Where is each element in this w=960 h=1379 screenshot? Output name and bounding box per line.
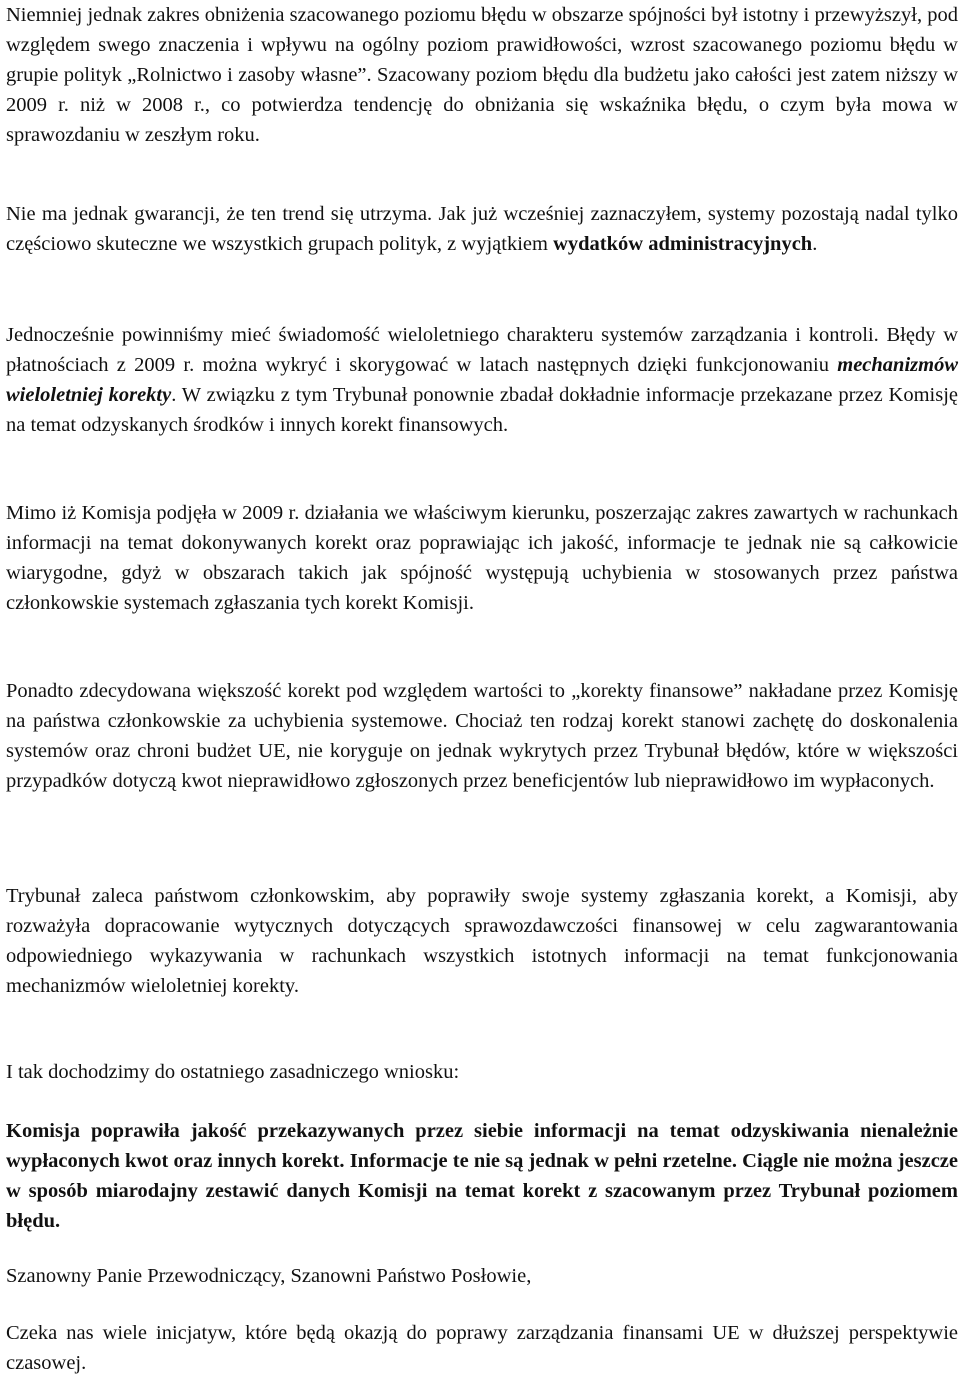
paragraph-court-recommendation: Trybunał zaleca państwom członkowskim, aby poprawiły swoje systemy zgłaszania korekt, a Komisji, aby rozważyła dopracowanie wytycznych dotyczących sprawozdawczości finansowej w celu zagwarantowania odpowiedniego wykazywania w rachunkach wszystkich istotnych informacji na temat funkcjonowania mechanizmów wieloletniej korekty. [6, 885, 958, 997]
paragraph-commission-actions: Mimo iż Komisja podjęła w 2009 r. działania we właściwym kierunku, poszerzając zakres zawartych w rachunkach informacji na temat dokonywanych korekt oraz poprawiając ich jakość, informacje te jednak nie są całkowicie wiarygodne, gdyż w obszarach takich jak spójność występują uchybienia w stosowanych przez państwa członkowskie systemach zgłaszania tych korekt Komisji. [6, 502, 958, 614]
paragraph-final-conclusion: Komisja poprawiła jakość przekazywanych przez siebie informacji na temat odzyskiwania nienależnie wypłaconych kwot oraz innych korekt. Informacje te nie są jednak w pełni rzetelne. Ciągle nie można jeszcze w sposób miarodajny zestawić danych Komisji na temat korekt z szacowanym przez Trybunał poziomem błędu. [6, 1120, 958, 1232]
paragraph-error-rate-reduction: Niemniej jednak zakres obniżenia szacowanego poziomu błędu w obszarze spójności był istotny i przewyższył, pod względem swego znaczenia i wpływu na ogólny poziom prawidłowości, wzrost szacowanego poziomu błędu w grupie polityk „Rolnictwo i zasoby własne”. Szacowany poziom błędu dla budżetu jako całości jest zatem niższy w 2009 r. niż w 2008 r., co potwierdza tendencję do obniżania się wskaźnika błędu, o czym była mowa w sprawozdaniu w zeszłym roku. [6, 4, 958, 146]
paragraph-text: Nie ma jednak gwarancji, że ten trend się utrzyma. Jak już wcześniej zaznaczyłem, systemy pozostają nadal tylko częściowo skuteczne we wszystkich grupach polityk, z wyjątkiem [6, 203, 958, 255]
paragraph-final-conclusion-intro: I tak dochodzimy do ostatniego zasadniczego wniosku: [6, 1061, 460, 1083]
paragraph-salutation: Szanowny Panie Przewodniczący, Szanowni Państwo Posłowie, [6, 1265, 532, 1287]
paragraph-text-end: . W związku z tym Trybunał ponownie zbadał dokładnie informacje przekazane przez Komisję na temat odzyskanych środków i innych korekt finansowych. [6, 384, 958, 436]
paragraph-multiannual-systems [6, 320, 958, 440]
paragraph-closing-initiatives: Czeka nas wiele inicjatyw, które będą okazją do poprawy zarządzania finansami UE w dłuższej perspektywie czasowej. [6, 1322, 958, 1374]
paragraph-financial-corrections: Ponadto zdecydowana większość korekt pod względem wartości to „korekty finansowe” nakładane przez Komisję na państwa członkowskie za uchybienia systemowe. Chociaż ten rodzaj korekt stanowi zachętę do doskonalenia systemów oraz chroni budżet UE, nie koryguje on jednak wykrytych przez Trybunał błędów, które w większości przypadków dotyczą kwot nieprawidłowo zgłoszonych przez beneficjentów lub nieprawidłowo im wypłaconych. [6, 680, 958, 792]
paragraph-no-guarantee [6, 199, 958, 259]
bold-phrase-administrative-expenditure: wydatków administracyjnych [553, 233, 813, 255]
bold-italic-phrase-multiannual-correction: mechanizmów wieloletniej korekty [6, 354, 958, 406]
paragraph-text-end: . [812, 233, 818, 255]
paragraph-text: Jednocześnie powinniśmy mieć świadomość wieloletniego charakteru systemów zarządzania i kontroli. Błędy w płatnościach z 2009 r. można wykryć i skorygować w latach następnych dzięki funkcjonowaniu [6, 324, 958, 376]
